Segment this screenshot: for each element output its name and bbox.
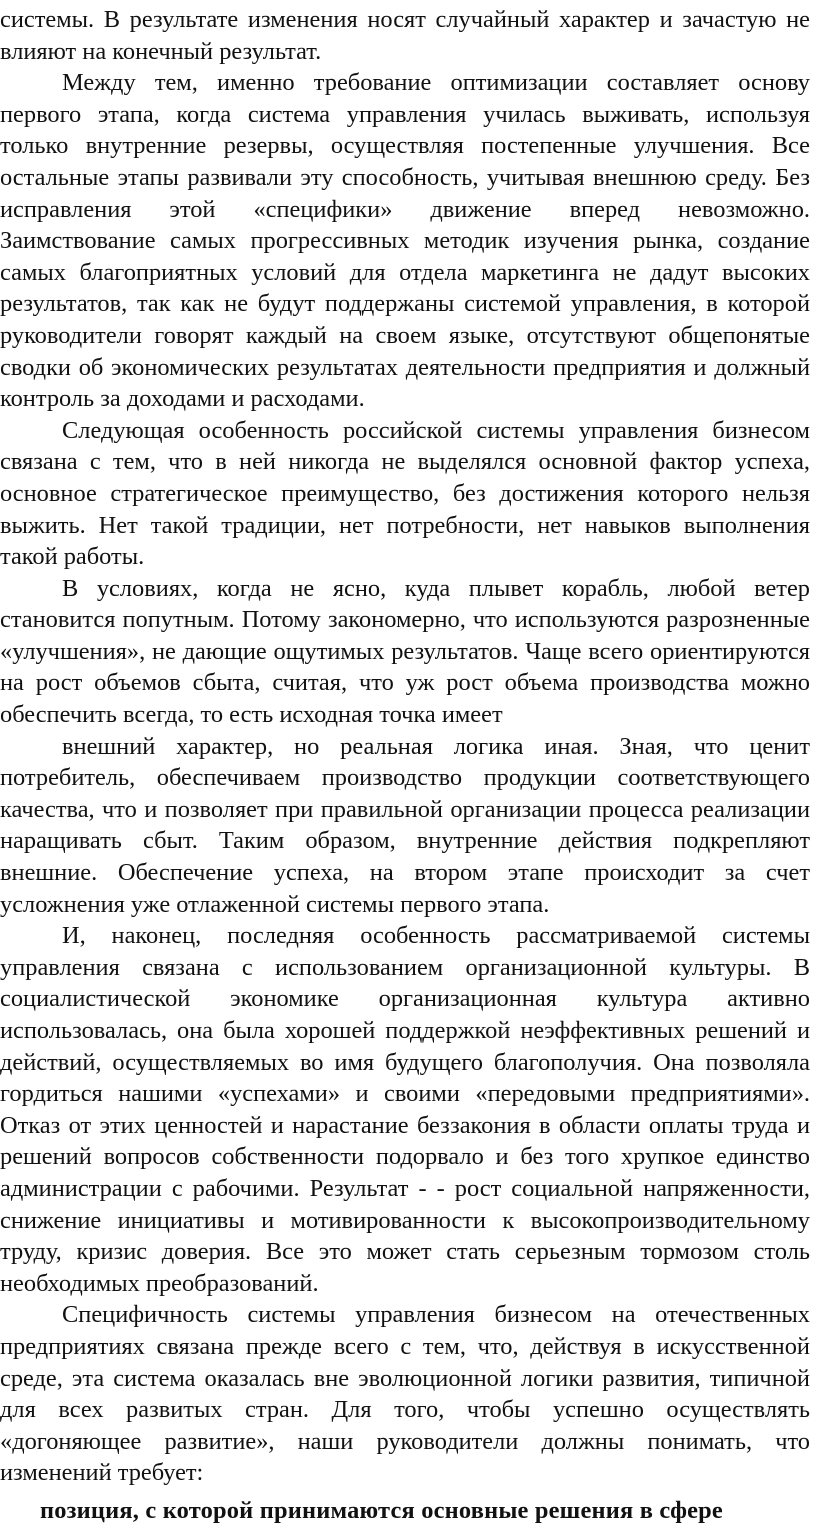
bold-list-item: позиция, с которой принимаются основные решения в сфере: [40, 1496, 723, 1524]
paragraph-success-factor: Следующая особенность российской системы управления бизнесом связана с тем, что в ней никогда не выделялся основной фактор успеха, основное стратегическое преимущество, без достижения которого нельзя выжить. Нет такой традиции, нет потребности, нет навыков выполнения такой работы.: [0, 416, 810, 571]
paragraph-organizational-culture: И, наконец, последняя особенность рассматриваемой системы управления связана с использованием организационной культуры. В социалистической экономике организационная культура активно использовалась, она была хорошей поддержкой неэффективных решений и действий, осуществляемых во имя будущего благополучия. Она позволяла гордиться нашими «успехами» и своими «передовыми предприятиями». Отказ от этих ценностей и нарастание беззакония в области оплаты труда и решений вопросов собственности подорвало и без того хрупкое единство администрации с рабочими. Результат - - рост социальной напряженности, снижение инициативы и мотивированности к высокопроизводительному труду, кризис доверия. Все это может стать серьезным тормозом столь необходимых преобразований.: [0, 922, 810, 1297]
paragraph-specificity: Специфичность системы управления бизнесом на отечественных предприятиях связана прежде всего с тем, что, действуя в искусственной среде, эта система оказалась вне эволюционной логики развития, типичной для всех развитых стран. Для того, чтобы успешно осуществлять «догоняющее развитие», наши руководители должны понимать, что изменений требует:: [0, 1301, 810, 1487]
paragraph-conditions: В условиях, когда не ясно, куда плывет корабль, любой ветер становится попутным. Потому закономерно, что используются разрозненные «улучшения», не дающие ощутимых результатов. Чаще всего ориентируются на рост объемов сбыта, считая, что уж рост объема производства можно обеспечить всегда, то есть исходная точка имеет: [0, 574, 810, 729]
paragraph-external-logic: внешний характер, но реальная логика иная. Зная, что ценит потребитель, обеспечиваем производство продукции соответствующего качества, что и позволяет при правильной организации процесса реализации наращивать сбыт. Таким образом, внутренние действия подкрепляют внешние. Обеспечение успеха, на втором этапе происходит за счет усложнения уже отлаженной системы первого этапа.: [0, 732, 810, 918]
paragraph-continuation: системы. В результате изменения носят случайный характер и зачастую не влияют на конечный результат.: [0, 6, 810, 65]
paragraph-optimization: Между тем, именно требование оптимизации составляет основу первого этапа, когда система управления училась выживать, используя только внутренние резервы, осуществляя постепенные улучшения. Все остальные этапы развивали эту способность, учитывая внешнюю среду. Без исправления этой «специфики» движение вперед невозможно. Заимствование самых прогрессивных методик изучения рынка, создание самых благоприятных условий для отдела маркетинга не дадут высоких результатов, так как не будут поддержаны системой управления, в которой руководители говорят каждый на своем языке, отсутствуют общепонятые сводки об экономических результатах деятельности предприятия и должный контроль за доходами и расходами.: [0, 69, 810, 413]
